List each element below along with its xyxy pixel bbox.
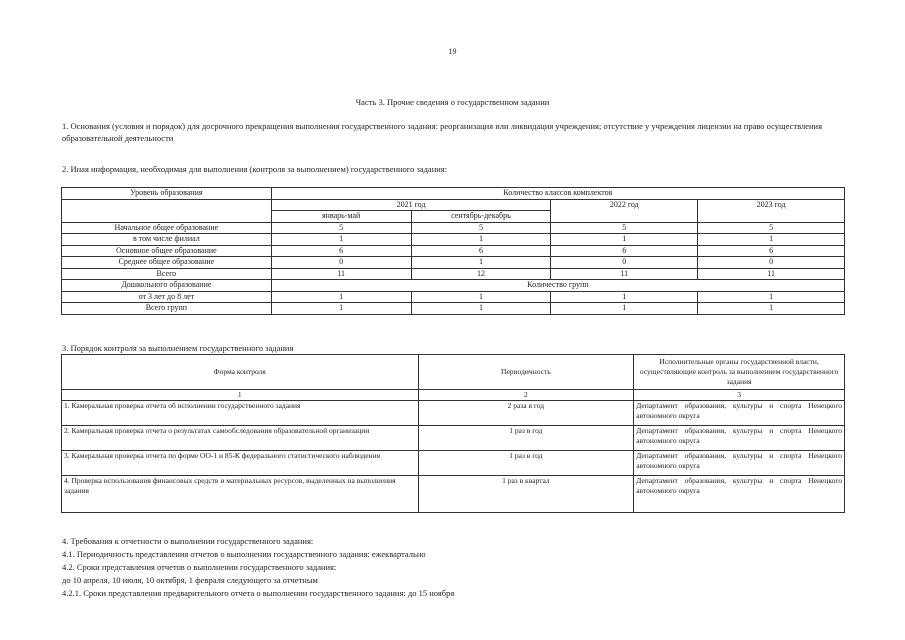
table-row (62, 451, 845, 476)
row-label: Всего групп (62, 303, 272, 315)
header-2021: 2021 год (271, 199, 551, 211)
control-organ: Департамент образования, культуры и спорта Ненецкого автономного округа (634, 426, 845, 451)
table-row: Начальное общее образование 5 5 5 5 (62, 222, 845, 234)
header-organs: Исполнительные органы государственной власти, осуществляющие контроль за выполнением государственного задания (634, 355, 845, 390)
control-form: 2. Камеральная проверка отчета о результатах самообследования образовательной организации (62, 426, 419, 451)
table-row: Всего групп 1 1 1 1 (62, 303, 845, 315)
section-1-text: 1. Основания (условия и порядок) для досрочного прекращения выполнения государственного задания: реорганизация или ликвидация учреждения; отсутствие у учреждения лицензии на право осуществления образовательной деятельности (62, 121, 822, 143)
header-2022: 2022 год (551, 199, 698, 222)
table-row: в том числе филиал 1 1 1 1 (62, 234, 845, 246)
row-label: Основное общее образование (62, 245, 272, 257)
section-2-text: 2. Иная информация, необходимая для выполнения (контроля за выполнением) государственного задания: (62, 164, 448, 174)
control-organ: Департамент образования, культуры и спорта Ненецкого автономного округа (634, 451, 845, 476)
requirements-line: 4. Требования к отчетности о выполнении государственного задания: (62, 536, 314, 546)
control-form: 4. Проверка использования финансовых средств и материальных ресурсов, выделенных на выполнения задания (62, 476, 419, 513)
requirements-line: до 10 апреля, 10 июля, 10 октября, 1 февраля следующего за отчетным (62, 575, 318, 585)
header-form: Форма контроля (62, 355, 419, 390)
control-form: 1. Камеральная проверка отчета об исполнении государственного задания (62, 401, 419, 426)
header-2023: 2023 год (698, 199, 845, 222)
control-period: 1 раз в год (418, 451, 634, 476)
table-row: Всего 11 12 11 11 (62, 268, 845, 280)
table-row (62, 476, 845, 513)
table-row (62, 426, 845, 451)
row-label: Дошкольного образование (62, 280, 272, 292)
table-row: Среднее общее образование 0 1 0 0 (62, 257, 845, 269)
section-3-text: 3. Порядок контроля за выполнением государственного задания (62, 343, 294, 353)
row-label: от 3 лет до 8 лет (62, 291, 272, 303)
part-title: Часть 3. Прочие сведения о государственном задании (355, 97, 550, 107)
row-label: Среднее общее образование (62, 257, 272, 269)
table-row (62, 401, 845, 426)
row-label: Всего (62, 268, 272, 280)
header-period: Периодичность (418, 355, 634, 390)
header-sep-dec: сентябрь-декабрь (411, 211, 551, 223)
requirements-line: 4.1. Периодичность представления отчетов о выполнении государственного задания: ежеквартально (62, 549, 426, 559)
page-number: 19 (448, 47, 457, 56)
header-jan-may: январь-май (271, 211, 411, 223)
control-period: 1 раз в квартал (418, 476, 634, 513)
class-count-table (61, 187, 845, 315)
groups-header: Количество групп (271, 280, 844, 292)
header-count: Количество классов комплектов (271, 188, 844, 200)
control-organ: Департамент образования, культуры и спорта Ненецкого автономного округа (634, 476, 845, 513)
control-period: 2 раза в год (418, 401, 634, 426)
table-row: от 3 лет до 8 лет 1 1 1 1 (62, 291, 845, 303)
row-label: в том числе филиал (62, 234, 272, 246)
requirements-line: 4.2.1. Сроки представления предварительного отчета о выполнении государственного задания: до 15 ноября (62, 588, 455, 598)
header-level: Уровень образования (62, 188, 272, 200)
requirements-line: 4.2. Сроки представления отчетов о выполнении государственного задания: (62, 562, 337, 572)
control-organ: Департамент образования, культуры и спорта Ненецкого автономного округа (634, 401, 845, 426)
control-table: Форма контроля Периодичность Исполнительные органы государственной власти, осуществляющие контроль за выполнением государственного задания 1 2 3 1. Камеральная проверка отчета об исполнении государственного задания 2 раза в год Департамент образования, культуры и спорта Ненецкого автономного округа 2. Камеральная проверка отчета о результатах самообследования образовательной организации 1 раз в год Департамент образования, культуры и спорта Ненецкого автономного округа 3. Камеральная проверка отчета по форме ОО-1 и 85-К федерального статистического наблюдения 1 раз в год Департамент образования, культуры и спорта Ненецкого автономного округа 4. Проверка использования финансовых средств и материальных ресурсов, выделенных на выполнения задания 1 раз в квартал Департамент образования, культуры и спорта Ненецкого автономного округа (61, 354, 845, 513)
row-label: Начальное общее образование (62, 222, 272, 234)
table-row: Основное общее образование 6 6 6 6 (62, 245, 845, 257)
table-row (62, 280, 845, 292)
control-form: 3. Камеральная проверка отчета по форме ОО-1 и 85-К федерального статистического наблюдения (62, 451, 419, 476)
control-period: 1 раз в год (418, 426, 634, 451)
